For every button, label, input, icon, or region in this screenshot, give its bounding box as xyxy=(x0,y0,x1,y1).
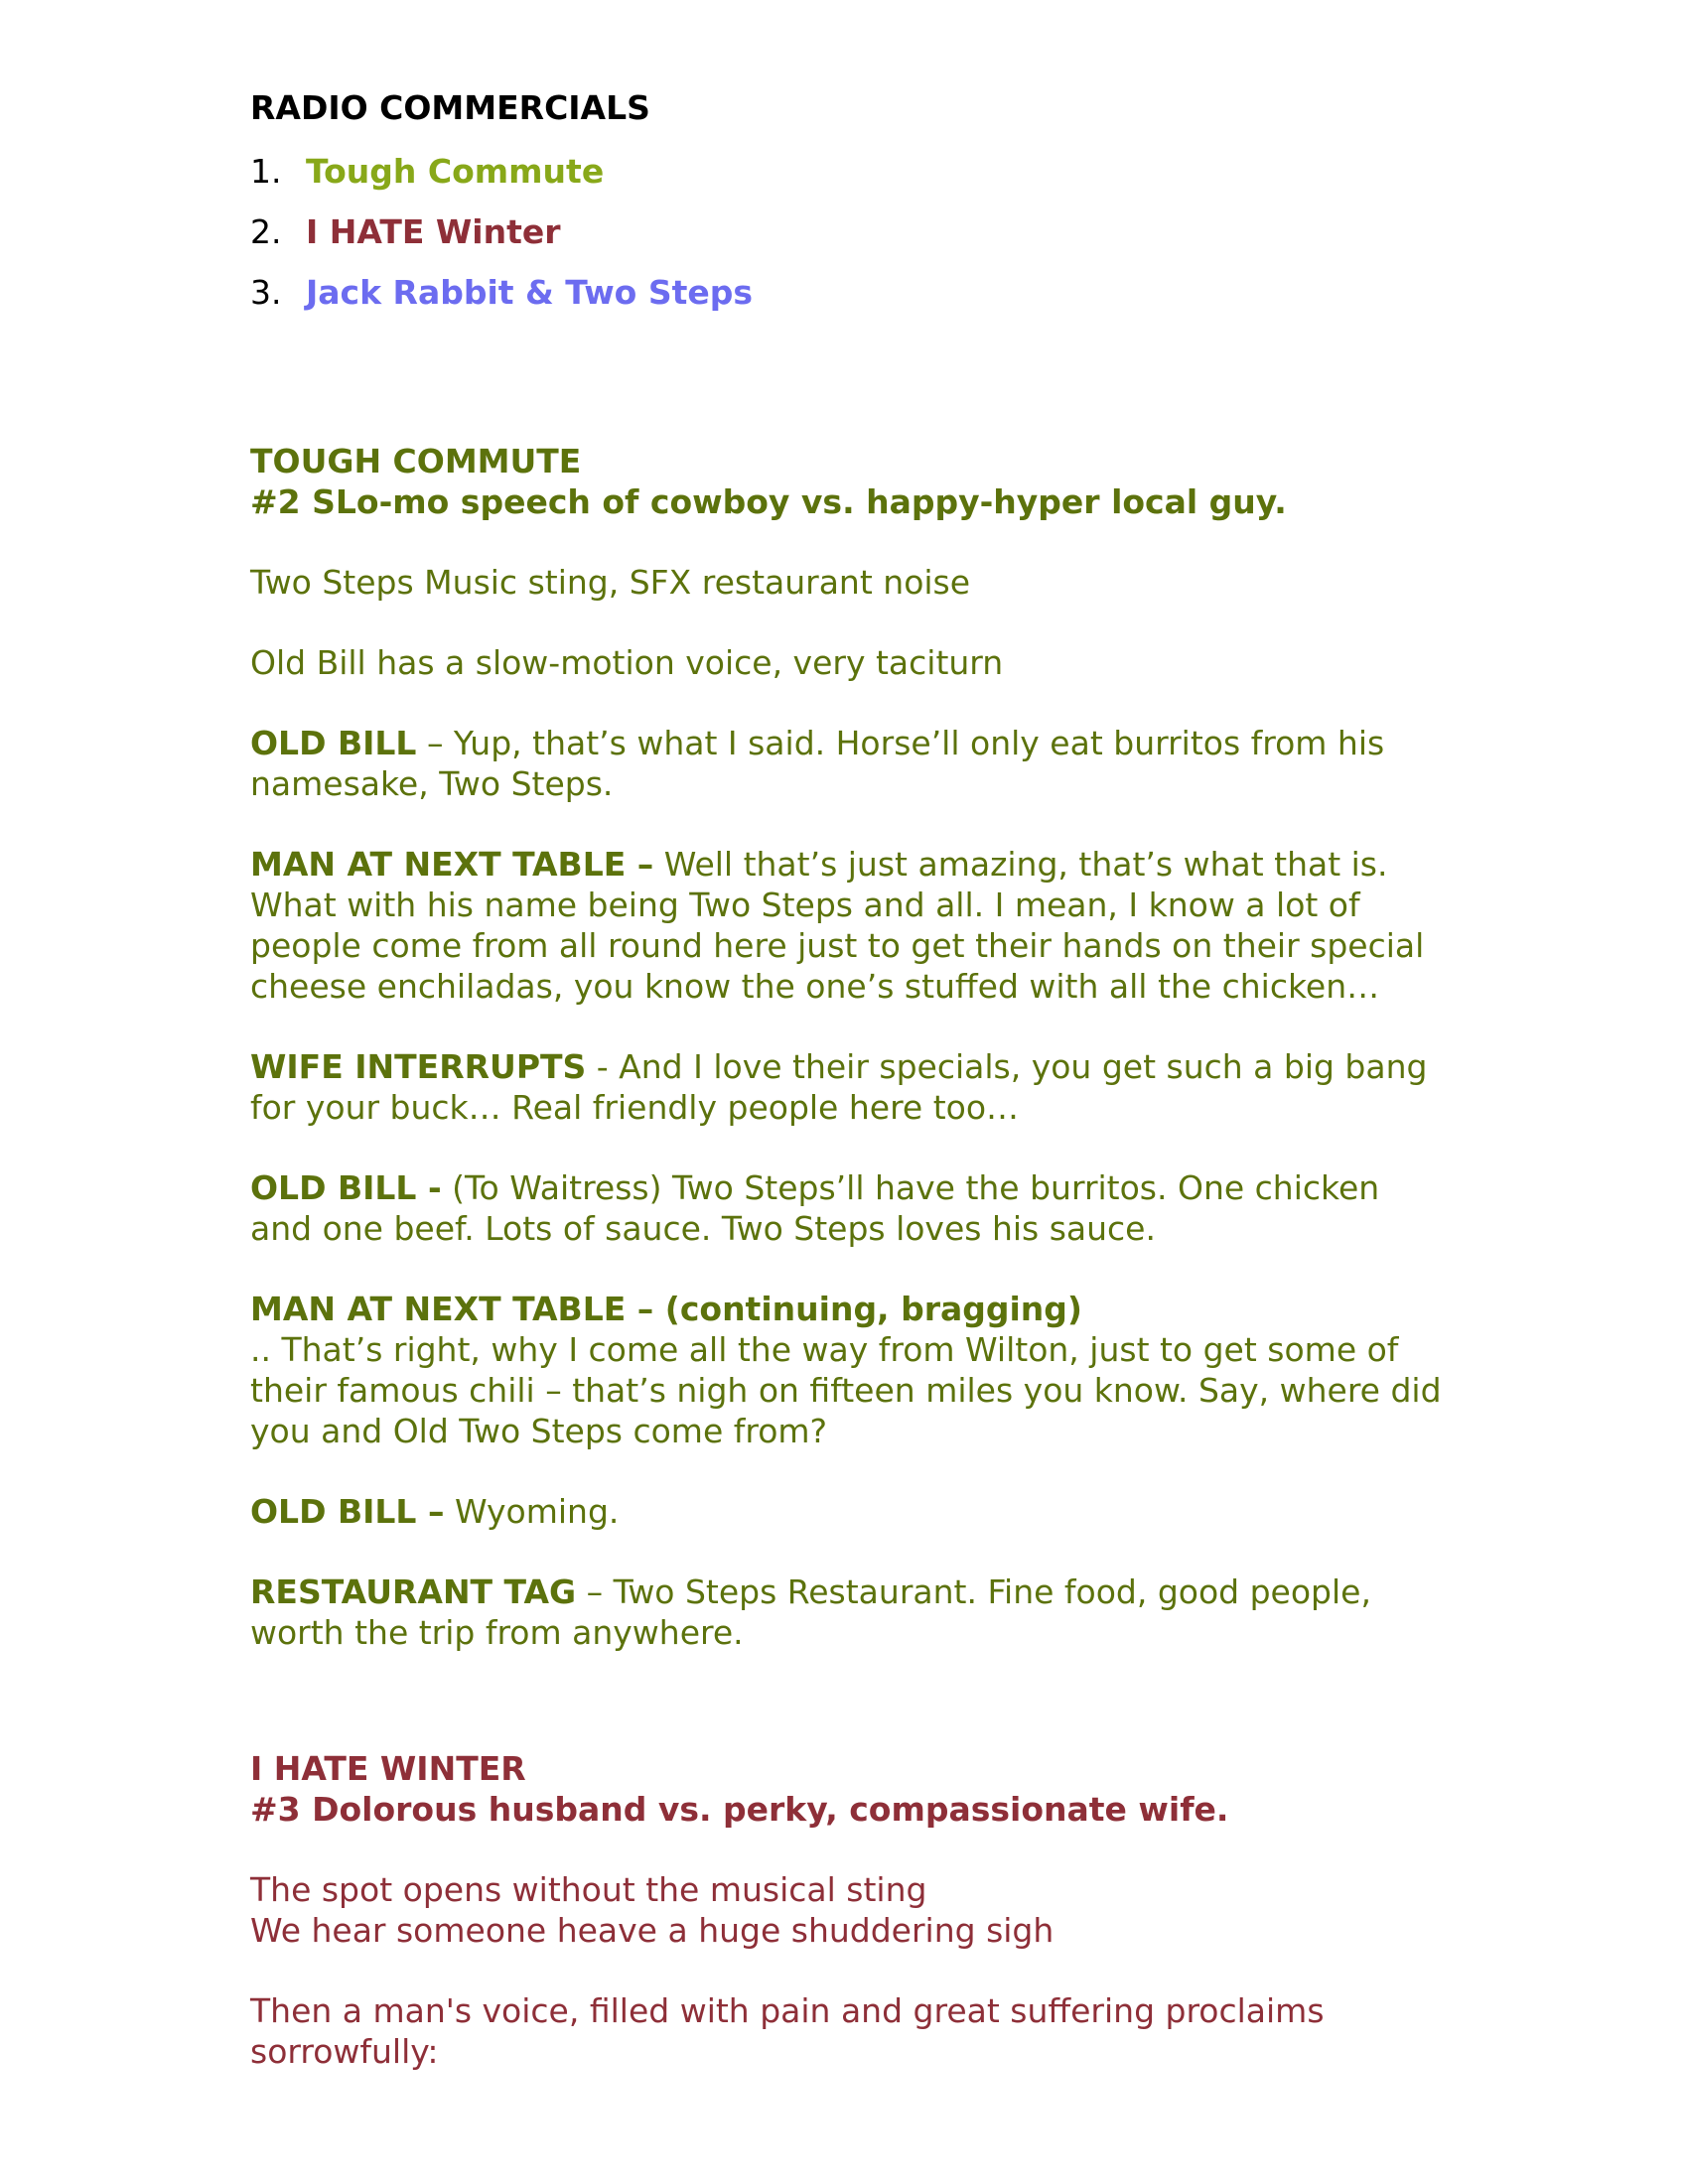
dialogue-text: – Two Steps Restaurant. Fine food, good people, worth the trip from anywhere. xyxy=(250,1572,1371,1652)
toc-item-i-hate-winter[interactable] xyxy=(250,211,1442,252)
dialogue-line xyxy=(250,1571,1442,1653)
dialogue-line xyxy=(250,723,1442,804)
dialogue-line xyxy=(250,1046,1442,1128)
section-tough-commute xyxy=(250,441,1442,1653)
dialogue-line xyxy=(250,1289,1442,1451)
stage-direction: Old Bill has a slow-motion voice, very taciturn xyxy=(250,643,1004,682)
toc-link-tough-commute[interactable]: Tough Commute xyxy=(306,152,605,191)
speaker-name: MAN AT NEXT TABLE – (continuing, bragging) xyxy=(250,1290,1083,1328)
toc-link-jack-rabbit[interactable]: Jack Rabbit & Two Steps xyxy=(306,273,754,312)
section-subheading: #3 Dolorous husband vs. perky, compassionate wife. xyxy=(250,1790,1229,1829)
dialogue-text: (To Waitress) Two Steps’ll have the burritos. One chicken and one beef. Lots of sauce. Two Steps loves his sauce. xyxy=(250,1168,1380,1248)
document-page xyxy=(250,87,1442,2072)
toc-number: 1. xyxy=(250,152,282,191)
toc-item-tough-commute[interactable] xyxy=(250,151,1442,192)
section-subheading: #2 SLo-mo speech of cowboy vs. happy-hyper local guy. xyxy=(250,482,1287,521)
speaker-name: MAN AT NEXT TABLE – xyxy=(250,845,654,884)
dialogue-text: - And I love their specials, you get such a big bang for your buck… Real friendly people here too… xyxy=(250,1047,1428,1127)
dialogue-text: .. That’s right, why I come all the way from Wilton, just to get some of their famous chili – that’s nigh on fifteen miles you know. Say, where did you and Old Two Steps come from? xyxy=(250,1330,1442,1450)
speaker-name: RESTAURANT TAG xyxy=(250,1572,577,1611)
speaker-name: OLD BILL - xyxy=(250,1168,442,1207)
section-i-hate-winter xyxy=(250,1748,1442,2072)
dialogue-text: – Yup, that’s what I said. Horse’ll only eat burritos from his namesake, Two Steps. xyxy=(250,724,1385,803)
toc-number: 2. xyxy=(250,212,282,251)
dialogue-text: Well that’s just amazing, that’s what that is. What with his name being Two Steps and all. I mean, I know a lot of people come from all round here just to get their hands on their special cheese enchiladas, you know the one’s stuffed with all the chicken… xyxy=(250,845,1425,1006)
table-of-contents xyxy=(250,151,1442,313)
stage-direction: We hear someone heave a huge shuddering sigh xyxy=(250,1911,1055,1950)
speaker-name: OLD BILL – xyxy=(250,1492,445,1531)
toc-item-jack-rabbit[interactable] xyxy=(250,272,1442,313)
toc-number: 3. xyxy=(250,273,282,312)
dialogue-line xyxy=(250,844,1442,1007)
speaker-name: OLD BILL xyxy=(250,724,417,762)
section-heading: TOUGH COMMUTE xyxy=(250,442,582,480)
stage-direction: Two Steps Music sting, SFX restaurant noise xyxy=(250,563,971,602)
dialogue-line xyxy=(250,1167,1442,1249)
section-heading: I HATE WINTER xyxy=(250,1749,526,1788)
speaker-name: WIFE INTERRUPTS xyxy=(250,1047,587,1086)
stage-direction: Then a man's voice, filled with pain and great suffering proclaims sorrowfully: xyxy=(250,1991,1325,2071)
stage-direction: The spot opens without the musical sting xyxy=(250,1870,927,1909)
document-title: RADIO COMMERCIALS xyxy=(250,88,650,127)
dialogue-text: Wyoming. xyxy=(444,1492,620,1531)
dialogue-line xyxy=(250,1491,1442,1532)
toc-link-i-hate-winter[interactable]: I HATE Winter xyxy=(306,212,561,251)
